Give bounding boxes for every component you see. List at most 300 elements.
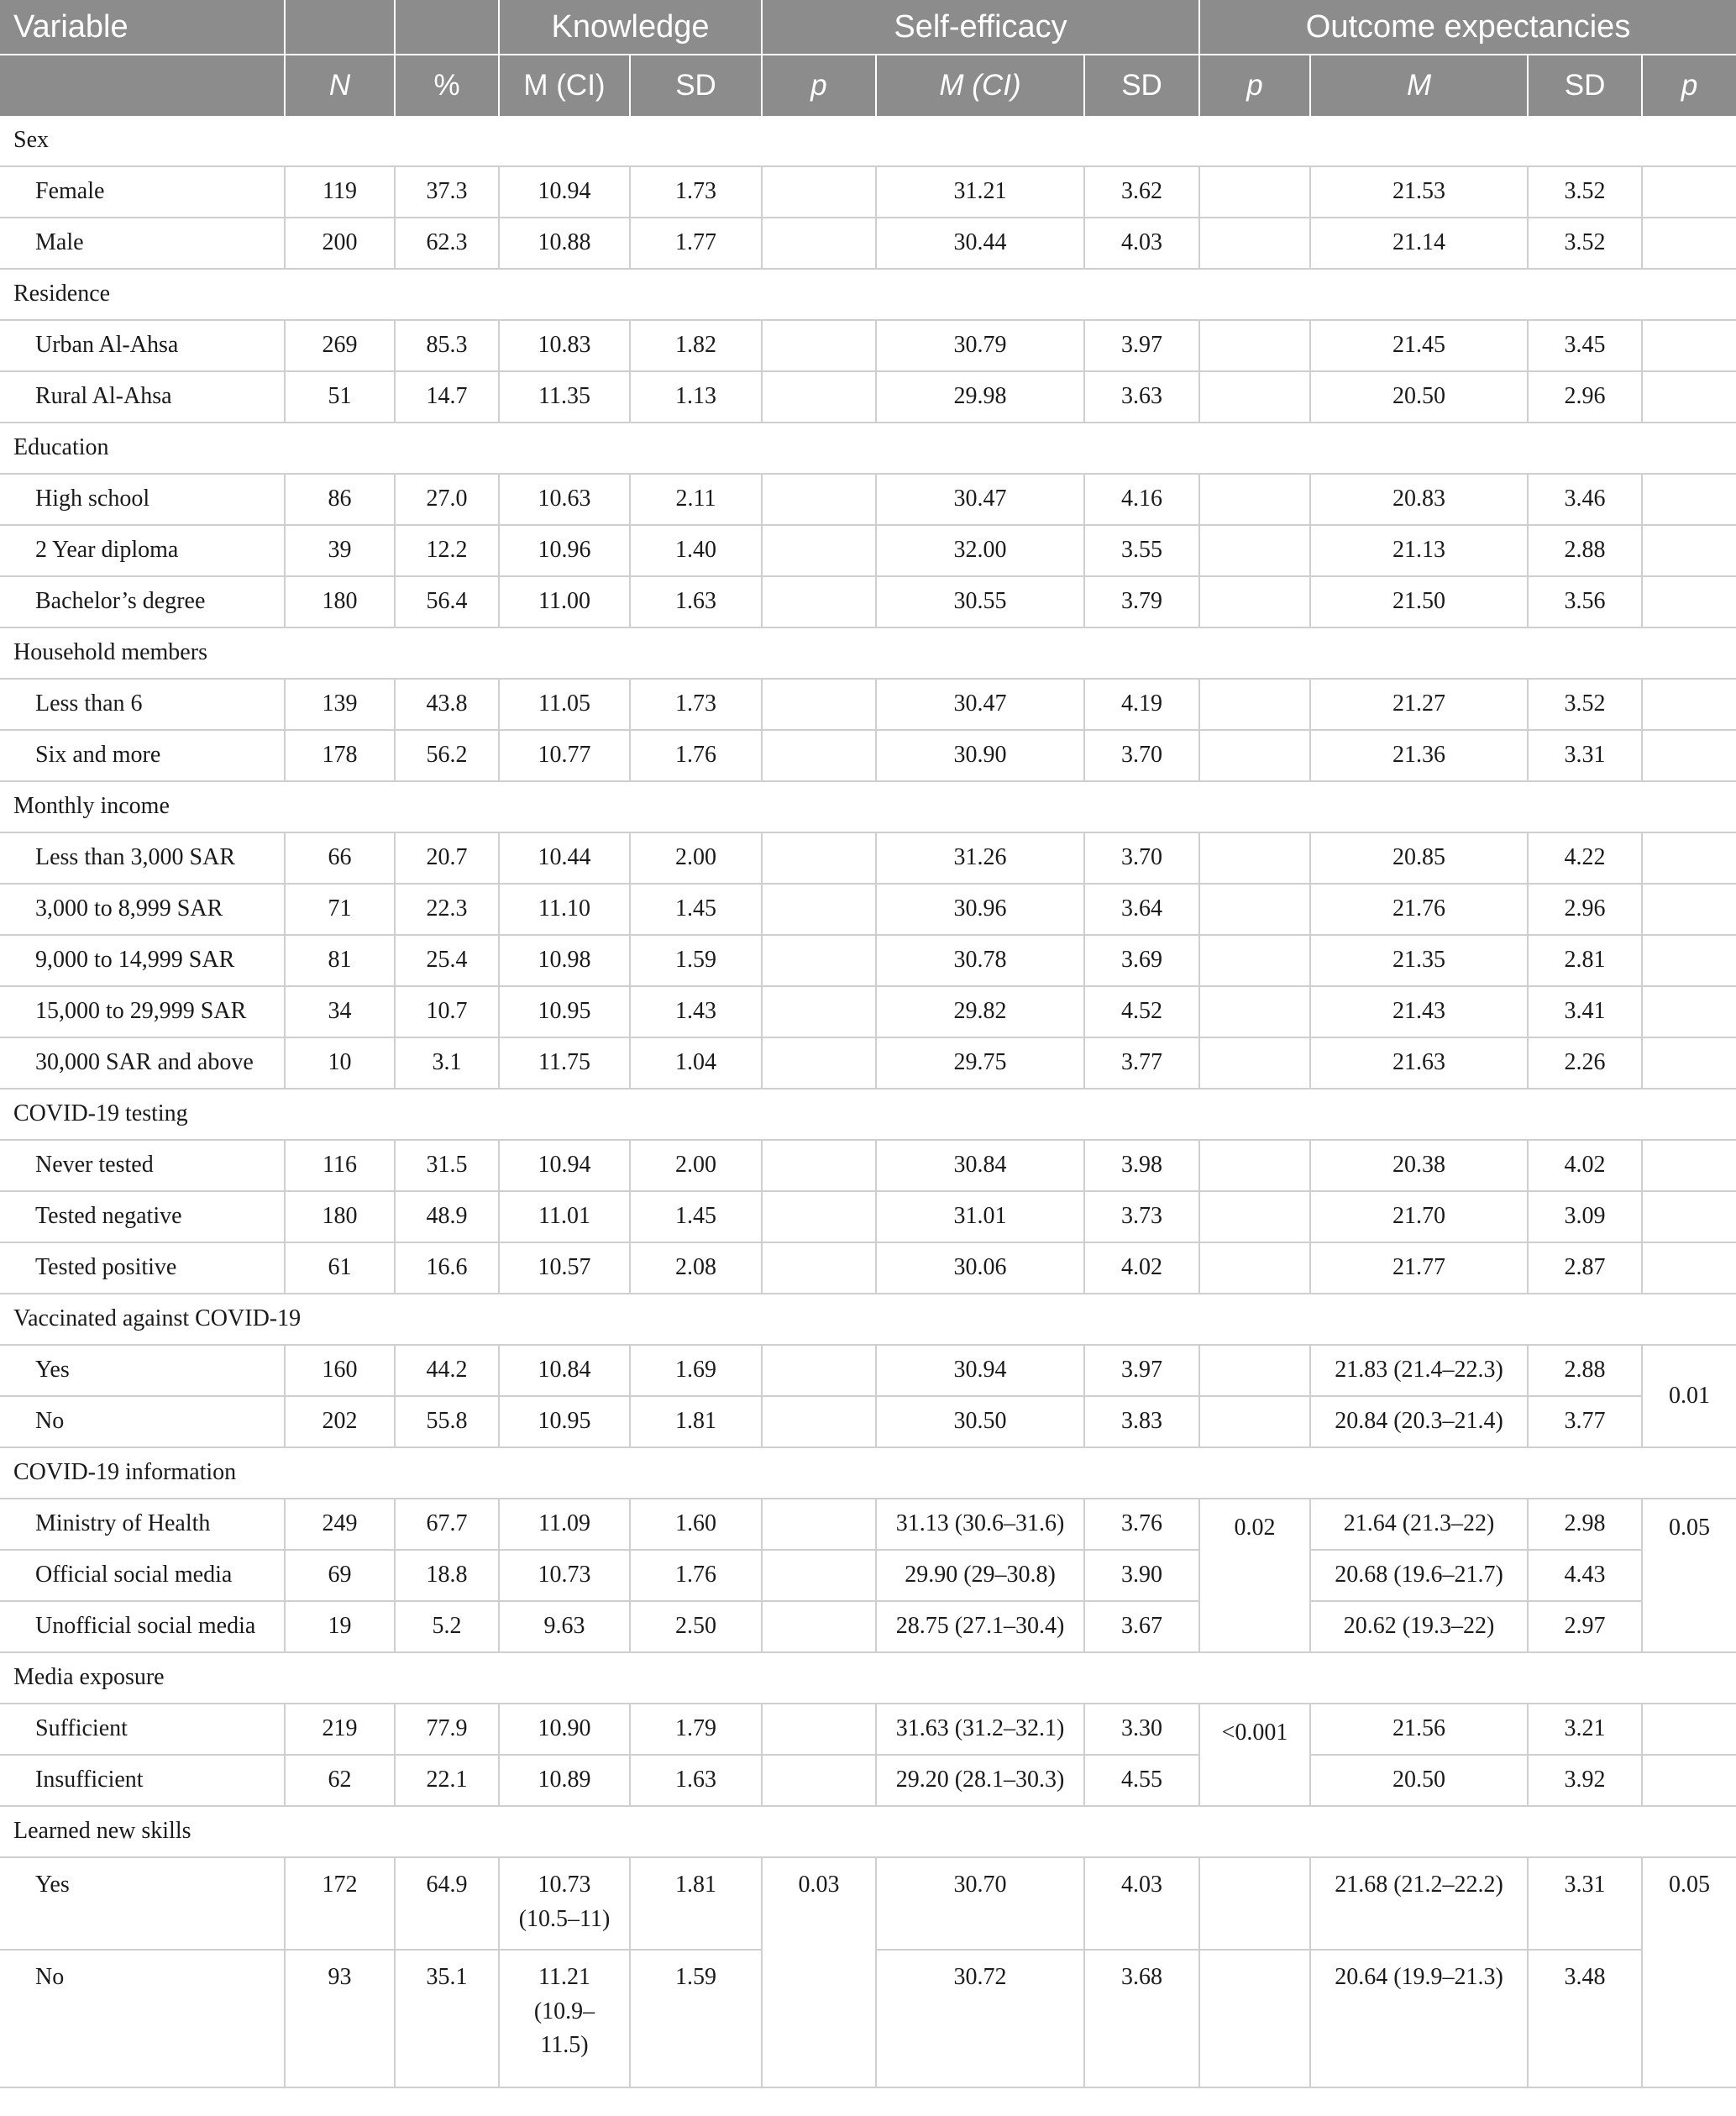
cell-n: 180 — [285, 576, 395, 627]
cell-n: 10 — [285, 1037, 395, 1089]
cell-k-sd: 1.60 — [630, 1499, 762, 1550]
cell-s-m: 30.50 — [876, 1396, 1084, 1447]
cell-k-m: 10.84 — [499, 1345, 630, 1396]
cell-s-p — [1199, 1345, 1310, 1396]
cell-o-m: 21.63 — [1310, 1037, 1528, 1089]
cell-k-p — [762, 371, 876, 423]
cell-k-m: 11.05 — [499, 679, 630, 730]
cell-s-m: 30.70 — [876, 1857, 1084, 1950]
group-label: Vaccinated against COVID-19 — [0, 1294, 1736, 1345]
cell-o-sd: 3.56 — [1528, 576, 1642, 627]
cell-s-sd: 3.77 — [1084, 1037, 1199, 1089]
outcome-p-header: p — [1642, 55, 1736, 116]
cell-k-p — [762, 1345, 876, 1396]
cell-k-sd: 1.73 — [630, 166, 762, 218]
cell-s-m: 30.96 — [876, 884, 1084, 935]
table-row — [0, 371, 1736, 423]
cell-k-sd: 1.45 — [630, 1191, 762, 1242]
cell-pct: 22.3 — [395, 884, 499, 935]
cell-s-sd: 3.30 — [1084, 1704, 1199, 1755]
table-row — [0, 1345, 1736, 1396]
cell-n: 116 — [285, 1140, 395, 1191]
row-label: 3,000 to 8,999 SAR — [0, 884, 285, 935]
cell-k-p — [762, 1601, 876, 1652]
cell-o-sd: 2.26 — [1528, 1037, 1642, 1089]
table-row — [0, 679, 1736, 730]
cell-s-sd: 4.55 — [1084, 1755, 1199, 1806]
cell-o-sd: 2.97 — [1528, 1601, 1642, 1652]
cell-k-sd: 1.45 — [630, 884, 762, 935]
row-label: Urban Al-Ahsa — [0, 320, 285, 371]
cell-o-p — [1642, 884, 1736, 935]
table-row — [0, 1140, 1736, 1191]
cell-s-p — [1199, 320, 1310, 371]
cell-pct: 77.9 — [395, 1704, 499, 1755]
cell-s-sd: 3.83 — [1084, 1396, 1199, 1447]
cell-s-sd: 4.52 — [1084, 986, 1199, 1037]
cell-k-m-line: (10.5–11) — [518, 1905, 611, 1932]
table-row — [0, 525, 1736, 576]
cell-o-sd: 2.88 — [1528, 1345, 1642, 1396]
cell-k-sd: 1.13 — [630, 371, 762, 423]
cell-k-m: 10.94 — [499, 166, 630, 218]
knowledge-header: Knowledge — [499, 0, 762, 55]
cell-k-sd: 1.79 — [630, 1704, 762, 1755]
cell-k-p — [762, 935, 876, 986]
row-label: Never tested — [0, 1140, 285, 1191]
cell-n: 202 — [285, 1396, 395, 1447]
cell-k-sd: 1.43 — [630, 986, 762, 1037]
cell-pct: 14.7 — [395, 371, 499, 423]
cell-o-p — [1642, 320, 1736, 371]
table-row — [0, 1704, 1736, 1755]
table-row — [0, 1037, 1736, 1089]
cell-pct: 16.6 — [395, 1242, 499, 1294]
cell-n: 200 — [285, 218, 395, 269]
cell-s-m: 30.94 — [876, 1345, 1084, 1396]
cell-k-m: 10.98 — [499, 935, 630, 986]
cell-s-sd: 3.76 — [1084, 1499, 1199, 1550]
cell-o-p — [1642, 166, 1736, 218]
cell-pct: 48.9 — [395, 1191, 499, 1242]
cell-s-sd: 3.64 — [1084, 884, 1199, 935]
cell-k-sd: 2.11 — [630, 474, 762, 525]
cell-k-m: 10.83 — [499, 320, 630, 371]
group-label: Household members — [0, 627, 1736, 679]
cell-s-sd: 3.79 — [1084, 576, 1199, 627]
cell-k-m — [499, 1950, 630, 2087]
cell-s-p — [1199, 832, 1310, 884]
row-label: Bachelor’s degree — [0, 576, 285, 627]
cell-s-m: 31.01 — [876, 1191, 1084, 1242]
cell-pct: 44.2 — [395, 1345, 499, 1396]
cell-k-m: 10.77 — [499, 730, 630, 781]
cell-n: 34 — [285, 986, 395, 1037]
table-row — [0, 576, 1736, 627]
cell-pct: 67.7 — [395, 1499, 499, 1550]
row-label: Insufficient — [0, 1755, 285, 1806]
table-row — [0, 1755, 1736, 1806]
cell-s-p — [1199, 576, 1310, 627]
cell-k-p — [762, 525, 876, 576]
blank-header — [285, 0, 395, 55]
cell-n: 66 — [285, 832, 395, 884]
row-label: Unofficial social media — [0, 1601, 285, 1652]
cell-pct: 62.3 — [395, 218, 499, 269]
cell-o-sd: 2.87 — [1528, 1242, 1642, 1294]
cell-o-sd: 3.31 — [1528, 730, 1642, 781]
cell-s-m: 29.98 — [876, 371, 1084, 423]
cell-pct: 55.8 — [395, 1396, 499, 1447]
cell-s-sd: 4.02 — [1084, 1242, 1199, 1294]
cell-o-m: 21.50 — [1310, 576, 1528, 627]
row-label: Ministry of Health — [0, 1499, 285, 1550]
row-label: 15,000 to 29,999 SAR — [0, 986, 285, 1037]
cell-o-p — [1642, 474, 1736, 525]
cell-o-sd: 3.46 — [1528, 474, 1642, 525]
cell-pct: 25.4 — [395, 935, 499, 986]
cell-k-m: 10.57 — [499, 1242, 630, 1294]
cell-s-m: 29.75 — [876, 1037, 1084, 1089]
cell-s-sd: 4.03 — [1084, 218, 1199, 269]
cell-s-p — [1199, 986, 1310, 1037]
cell-k-sd: 1.73 — [630, 679, 762, 730]
table-row — [0, 1499, 1736, 1550]
cell-o-p — [1642, 730, 1736, 781]
cell-o-sd: 4.02 — [1528, 1140, 1642, 1191]
cell-o-p — [1642, 1140, 1736, 1191]
variable-header: Variable — [0, 0, 285, 55]
group-row — [0, 269, 1736, 320]
cell-k-sd: 1.77 — [630, 218, 762, 269]
cell-k-p — [762, 1242, 876, 1294]
row-label: No — [0, 1950, 285, 2087]
cell-k-p — [762, 679, 876, 730]
cell-o-m: 20.50 — [1310, 1755, 1528, 1806]
table-row — [0, 832, 1736, 884]
cell-o-m: 21.13 — [1310, 525, 1528, 576]
cell-s-p — [1199, 1140, 1310, 1191]
cell-o-m: 20.38 — [1310, 1140, 1528, 1191]
cell-s-p — [1199, 1396, 1310, 1447]
cell-k-sd: 2.08 — [630, 1242, 762, 1294]
cell-n: 269 — [285, 320, 395, 371]
cell-k-m: 10.94 — [499, 1140, 630, 1191]
group-row — [0, 1447, 1736, 1499]
cell-s-sd: 3.68 — [1084, 1950, 1199, 2087]
cell-o-sd: 2.96 — [1528, 371, 1642, 423]
cell-o-sd: 2.81 — [1528, 935, 1642, 986]
cell-k-p — [762, 576, 876, 627]
header-row-2 — [0, 55, 1736, 116]
cell-k-sd: 1.59 — [630, 935, 762, 986]
cell-k-sd: 1.69 — [630, 1345, 762, 1396]
cell-k-p — [762, 1499, 876, 1550]
cell-o-p — [1642, 1037, 1736, 1089]
cell-pct: 31.5 — [395, 1140, 499, 1191]
cell-pct: 22.1 — [395, 1755, 499, 1806]
cell-k-m: 10.95 — [499, 986, 630, 1037]
cell-o-sd: 3.45 — [1528, 320, 1642, 371]
cell-k-m: 11.10 — [499, 884, 630, 935]
table-row — [0, 986, 1736, 1037]
outcome-m-header: M — [1310, 55, 1528, 116]
cell-o-m: 21.14 — [1310, 218, 1528, 269]
cell-s-m: 32.00 — [876, 525, 1084, 576]
cell-k-m: 10.88 — [499, 218, 630, 269]
cell-o-p: 0.05 — [1642, 1499, 1736, 1652]
group-label: Sex — [0, 116, 1736, 166]
table-row — [0, 1191, 1736, 1242]
cell-o-m: 21.64 (21.3–22) — [1310, 1499, 1528, 1550]
self-efficacy-p-header: p — [1199, 55, 1310, 116]
table-row — [0, 1857, 1736, 1950]
cell-s-p — [1199, 935, 1310, 986]
cell-k-m: 10.44 — [499, 832, 630, 884]
cell-pct: 37.3 — [395, 166, 499, 218]
cell-o-p — [1642, 1242, 1736, 1294]
group-label: COVID-19 testing — [0, 1089, 1736, 1140]
cell-o-m: 21.76 — [1310, 884, 1528, 935]
n-header: N — [285, 55, 395, 116]
cell-o-sd: 3.52 — [1528, 218, 1642, 269]
cell-s-sd: 4.03 — [1084, 1857, 1199, 1950]
cell-k-m-line: 11.5) — [540, 2032, 589, 2059]
outcome-header: Outcome expectancies — [1199, 0, 1736, 55]
cell-o-sd: 2.88 — [1528, 525, 1642, 576]
group-row — [0, 1652, 1736, 1704]
row-label: Tested negative — [0, 1191, 285, 1242]
cell-k-p: 0.03 — [762, 1857, 876, 2087]
cell-pct: 64.9 — [395, 1857, 499, 1950]
cell-k-p — [762, 166, 876, 218]
cell-s-p — [1199, 1950, 1310, 2087]
cell-s-m: 30.06 — [876, 1242, 1084, 1294]
cell-s-p — [1199, 1242, 1310, 1294]
cell-k-p — [762, 1704, 876, 1755]
cell-o-sd: 4.43 — [1528, 1550, 1642, 1601]
cell-o-m: 20.83 — [1310, 474, 1528, 525]
cell-k-m: 10.63 — [499, 474, 630, 525]
cell-s-sd: 3.97 — [1084, 320, 1199, 371]
cell-o-p — [1642, 218, 1736, 269]
cell-o-m: 21.53 — [1310, 166, 1528, 218]
table-row — [0, 1396, 1736, 1447]
cell-s-m: 29.20 (28.1–30.3) — [876, 1755, 1084, 1806]
table-row — [0, 884, 1736, 935]
cell-k-p — [762, 986, 876, 1037]
cell-o-sd: 4.22 — [1528, 832, 1642, 884]
row-label: 30,000 SAR and above — [0, 1037, 285, 1089]
table-row — [0, 935, 1736, 986]
cell-n: 51 — [285, 371, 395, 423]
cell-k-p — [762, 832, 876, 884]
row-label: 2 Year diploma — [0, 525, 285, 576]
cell-o-sd: 3.92 — [1528, 1755, 1642, 1806]
cell-k-m-line: 11.21 — [538, 1964, 590, 1990]
cell-k-sd: 1.82 — [630, 320, 762, 371]
cell-k-m-line: (10.9– — [533, 1998, 595, 2024]
cell-o-sd: 3.52 — [1528, 679, 1642, 730]
cell-n: 249 — [285, 1499, 395, 1550]
cell-o-p — [1642, 1191, 1736, 1242]
cell-k-sd: 1.76 — [630, 730, 762, 781]
cell-s-m: 29.82 — [876, 986, 1084, 1037]
cell-o-p — [1642, 986, 1736, 1037]
cell-s-sd: 3.73 — [1084, 1191, 1199, 1242]
row-label: Sufficient — [0, 1704, 285, 1755]
cell-n: 93 — [285, 1950, 395, 2087]
row-label: 9,000 to 14,999 SAR — [0, 935, 285, 986]
cell-s-sd: 4.19 — [1084, 679, 1199, 730]
cell-s-m: 30.47 — [876, 474, 1084, 525]
cell-o-m: 21.68 (21.2–22.2) — [1310, 1857, 1528, 1950]
row-label: Six and more — [0, 730, 285, 781]
outcome-sd-header: SD — [1528, 55, 1642, 116]
cell-k-p — [762, 218, 876, 269]
pct-header: % — [395, 55, 499, 116]
cell-o-m: 20.64 (19.9–21.3) — [1310, 1950, 1528, 2087]
cell-s-sd: 3.63 — [1084, 371, 1199, 423]
cell-pct: 3.1 — [395, 1037, 499, 1089]
group-label: Monthly income — [0, 781, 1736, 832]
cell-o-m: 21.70 — [1310, 1191, 1528, 1242]
cell-k-sd: 1.63 — [630, 576, 762, 627]
cell-o-m: 20.62 (19.3–22) — [1310, 1601, 1528, 1652]
table-row — [0, 1601, 1736, 1652]
cell-k-m: 11.75 — [499, 1037, 630, 1089]
cell-pct: 18.8 — [395, 1550, 499, 1601]
cell-n: 81 — [285, 935, 395, 986]
cell-k-sd: 1.63 — [630, 1755, 762, 1806]
cell-s-p — [1199, 730, 1310, 781]
cell-pct: 10.7 — [395, 986, 499, 1037]
cell-pct: 56.4 — [395, 576, 499, 627]
cell-o-m: 21.77 — [1310, 1242, 1528, 1294]
cell-s-m: 30.72 — [876, 1950, 1084, 2087]
row-label: Official social media — [0, 1550, 285, 1601]
cell-o-sd: 3.52 — [1528, 166, 1642, 218]
cell-n: 61 — [285, 1242, 395, 1294]
cell-o-p — [1642, 371, 1736, 423]
cell-o-sd: 3.21 — [1528, 1704, 1642, 1755]
cell-o-p — [1642, 1704, 1736, 1755]
cell-n: 69 — [285, 1550, 395, 1601]
table-row — [0, 1242, 1736, 1294]
cell-o-m: 20.68 (19.6–21.7) — [1310, 1550, 1528, 1601]
cell-n: 62 — [285, 1755, 395, 1806]
cell-o-m: 20.50 — [1310, 371, 1528, 423]
cell-k-m: 10.96 — [499, 525, 630, 576]
cell-o-m: 21.56 — [1310, 1704, 1528, 1755]
cell-k-m: 11.00 — [499, 576, 630, 627]
cell-s-m: 31.13 (30.6–31.6) — [876, 1499, 1084, 1550]
cell-s-p — [1199, 474, 1310, 525]
row-label: Less than 6 — [0, 679, 285, 730]
group-row — [0, 627, 1736, 679]
group-row — [0, 116, 1736, 166]
cell-s-sd: 3.67 — [1084, 1601, 1199, 1652]
row-label: Female — [0, 166, 285, 218]
cell-k-p — [762, 1396, 876, 1447]
blank-header — [0, 55, 285, 116]
cell-s-m: 28.75 (27.1–30.4) — [876, 1601, 1084, 1652]
table-row — [0, 730, 1736, 781]
cell-s-sd: 4.16 — [1084, 474, 1199, 525]
cell-s-p — [1199, 525, 1310, 576]
cell-k-sd: 2.00 — [630, 832, 762, 884]
cell-o-m: 21.83 (21.4–22.3) — [1310, 1345, 1528, 1396]
row-label: Tested positive — [0, 1242, 285, 1294]
cell-o-p: 0.05 — [1642, 1857, 1736, 2087]
cell-pct: 43.8 — [395, 679, 499, 730]
cell-o-sd: 3.48 — [1528, 1950, 1642, 2087]
group-label: Education — [0, 423, 1736, 474]
cell-s-sd: 3.90 — [1084, 1550, 1199, 1601]
cell-o-p — [1642, 832, 1736, 884]
cell-s-p — [1199, 1857, 1310, 1950]
cell-s-p — [1199, 218, 1310, 269]
cell-n: 139 — [285, 679, 395, 730]
cell-o-sd: 3.77 — [1528, 1396, 1642, 1447]
cell-o-p — [1642, 576, 1736, 627]
cell-s-p — [1199, 679, 1310, 730]
cell-s-sd: 3.62 — [1084, 166, 1199, 218]
group-label: Media exposure — [0, 1652, 1736, 1704]
cell-pct: 20.7 — [395, 832, 499, 884]
cell-k-p — [762, 884, 876, 935]
cell-o-p — [1642, 1755, 1736, 1806]
cell-s-m: 30.79 — [876, 320, 1084, 371]
cell-o-p — [1642, 525, 1736, 576]
cell-s-sd: 3.98 — [1084, 1140, 1199, 1191]
cell-n: 180 — [285, 1191, 395, 1242]
cell-k-sd: 1.59 — [630, 1950, 762, 2087]
cell-s-p — [1199, 884, 1310, 935]
cell-o-sd: 2.98 — [1528, 1499, 1642, 1550]
cell-o-sd: 3.41 — [1528, 986, 1642, 1037]
header-row-1 — [0, 0, 1736, 55]
cell-k-p — [762, 1755, 876, 1806]
cell-k-m: 11.01 — [499, 1191, 630, 1242]
cell-s-m: 30.84 — [876, 1140, 1084, 1191]
cell-k-sd: 1.76 — [630, 1550, 762, 1601]
cell-s-p — [1199, 1037, 1310, 1089]
cell-s-p: 0.02 — [1199, 1499, 1310, 1652]
cell-k-p — [762, 1140, 876, 1191]
group-row — [0, 423, 1736, 474]
cell-n: 86 — [285, 474, 395, 525]
table-row — [0, 474, 1736, 525]
cell-s-sd: 3.97 — [1084, 1345, 1199, 1396]
knowledge-p-header: p — [762, 55, 876, 116]
cell-k-m: 10.89 — [499, 1755, 630, 1806]
cell-n: 178 — [285, 730, 395, 781]
group-row — [0, 1089, 1736, 1140]
cell-n: 39 — [285, 525, 395, 576]
cell-k-sd: 1.04 — [630, 1037, 762, 1089]
group-row — [0, 781, 1736, 832]
cell-s-m: 30.47 — [876, 679, 1084, 730]
cell-k-p — [762, 1037, 876, 1089]
cell-k-sd: 2.00 — [630, 1140, 762, 1191]
row-label: High school — [0, 474, 285, 525]
cell-o-m: 21.43 — [1310, 986, 1528, 1037]
cell-s-m: 30.78 — [876, 935, 1084, 986]
knowledge-mci-header: M (CI) — [499, 55, 630, 116]
cell-s-sd: 3.70 — [1084, 832, 1199, 884]
table-row — [0, 1550, 1736, 1601]
